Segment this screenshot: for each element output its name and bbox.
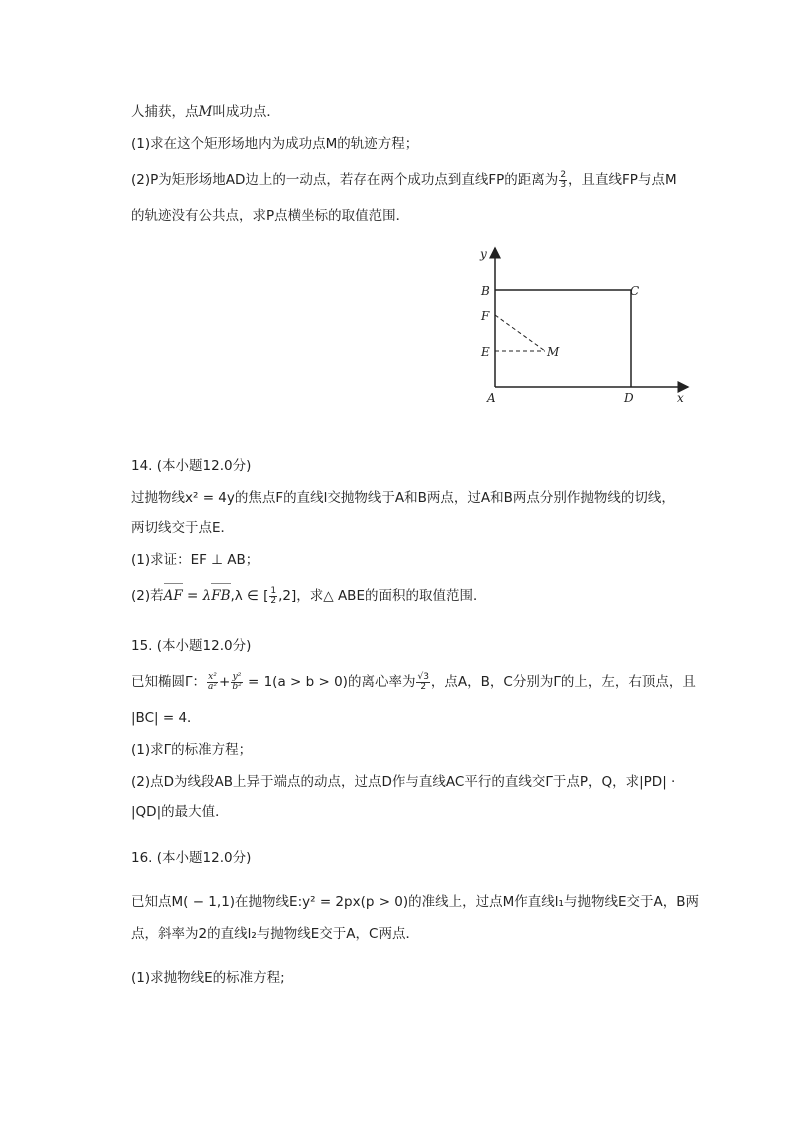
p14-q1: (1)求证：EF ⊥ AB； (131, 552, 260, 568)
numerator: 1 (270, 585, 277, 596)
p15-header: 15. (本小题12.0分) (131, 638, 252, 654)
denominator: 2 (420, 681, 427, 692)
denominator: 2 (270, 595, 277, 606)
fraction (559, 171, 567, 190)
numerator: √3 (417, 671, 429, 682)
p15-q1: (1)求Γ的标准方程； (131, 742, 253, 758)
text: = λ (182, 588, 212, 604)
p14-line1: 过抛物线x² = 4y的焦点F的直线l交抛物线于A和B两点，过A和B两点分别作抛物线的切线， (131, 490, 675, 506)
numerator: 2 (560, 169, 567, 180)
denominator: b² (232, 681, 242, 692)
denominator: 3 (560, 179, 567, 190)
denominator: a² (208, 681, 218, 692)
p16-line2: 点，斜率为2的直线l₂与抛物线E交于A，C两点． (131, 926, 419, 942)
p15-line1 (131, 672, 696, 692)
math-var: M (198, 104, 213, 120)
p16-line1: 已知点M( − 1,1)在抛物线E:y² = 2px(p > 0)的准线上，过点M作直线l₁与抛物线E交于A，B两 (131, 894, 699, 910)
label-F: F (481, 309, 490, 323)
fraction (269, 587, 277, 606)
rectangle-field-figure (470, 240, 700, 410)
p15-q2-line2: |QD|的最大值． (131, 804, 229, 820)
plus-sign: + (219, 674, 231, 690)
p15-q2-line1: (2)点D为线段AB上异于端点的动点，过点D作与直线AC平行的直线交Γ于点P，Q，求|PD| · (131, 774, 676, 790)
p13-q1: (1)求在这个矩形场地内为成功点M的轨迹方程； (131, 136, 419, 152)
label-D: D (624, 391, 634, 405)
p13-q2-line2: 的轨迹没有公共点，求P点横坐标的取值范围． (131, 208, 410, 224)
text: 人捕获，点 (131, 104, 199, 120)
text: ，且直线FP与点M (568, 172, 677, 188)
label-E: E (481, 345, 490, 359)
fraction-eccentricity (416, 673, 429, 692)
p14-line2: 两切线交于点E． (131, 520, 235, 536)
text: ，点A，B，C分别为Γ的上，左，右顶点，且 (430, 674, 696, 690)
label-M: M (547, 345, 560, 359)
text: 叫成功点． (212, 104, 280, 120)
label-C: C (630, 284, 640, 298)
vector-AF: AF (163, 588, 183, 604)
p13-line1 (131, 102, 280, 122)
text: ,λ ∈ [ (230, 588, 269, 604)
numerator: x² (208, 671, 217, 682)
label-y: y (480, 247, 487, 261)
text: = 1(a > b > 0)的离心率为 (243, 674, 416, 690)
text: 已知椭圆Γ： (131, 674, 207, 690)
label-x: x (677, 391, 684, 405)
fraction-x2-a2 (207, 673, 218, 692)
p14-header: 14. (本小题12.0分) (131, 458, 252, 474)
p13-q2-line1 (131, 170, 677, 190)
text: (2)P为矩形场地AD边上的一动点，若存在两个成功点到直线FP的距离为 (131, 172, 559, 188)
p15-line2: |BC| = 4． (131, 710, 201, 726)
numerator: y² (232, 671, 242, 682)
segment-FM (495, 315, 545, 351)
p16-header: 16. (本小题12.0分) (131, 850, 252, 866)
p14-q2 (131, 586, 486, 606)
p16-q1: (1)求抛物线E的标准方程; (131, 970, 285, 986)
vector-FB: FB (211, 588, 231, 604)
label-A: A (487, 391, 496, 405)
label-B: B (481, 284, 490, 298)
fraction-y2-b2 (231, 673, 242, 692)
text: (2)若 (131, 588, 164, 604)
text: ,2]，求△ ABE的面积的取值范围． (278, 588, 487, 604)
